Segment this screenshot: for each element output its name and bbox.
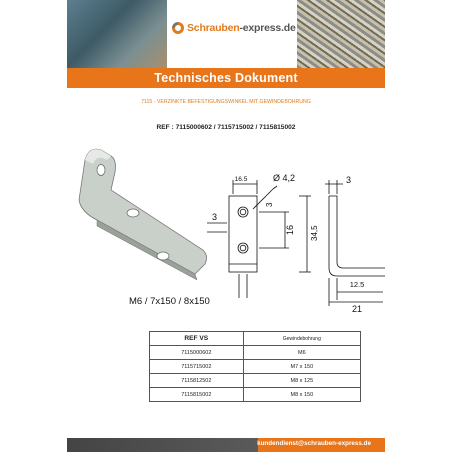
reference-line: REF : 7115000602 / 7115715002 / 7115815002	[156, 124, 296, 131]
footer-bar	[67, 438, 385, 452]
table-row	[150, 346, 361, 360]
dim-hole-spacing: 16	[285, 224, 295, 235]
column-header-thread: Gewindebohrung	[243, 332, 360, 346]
reference-table	[149, 331, 361, 402]
table-row	[150, 374, 361, 388]
cell-ref: 7115715002	[150, 360, 244, 374]
cell-thread: M8 x 150	[243, 388, 360, 402]
cell-thread: M7 x 150	[243, 360, 360, 374]
table-row	[150, 360, 361, 374]
cell-ref: 7115000602	[150, 346, 244, 360]
document-page	[67, 0, 385, 452]
model-label: M6 / 7x150 / 8x150	[129, 296, 210, 307]
brand-name: Schrauben-express.de	[187, 22, 296, 34]
table-header-row	[150, 332, 361, 346]
header-photo-screws	[297, 0, 385, 68]
cell-thread: M6	[243, 346, 360, 360]
document-title: Technisches Dokument	[67, 68, 385, 88]
column-header-ref: REF VS	[150, 332, 244, 346]
technical-drawing	[67, 140, 385, 315]
table-row	[150, 388, 361, 402]
cell-ref: 7115815002	[150, 388, 244, 402]
cell-ref: 7115812502	[150, 374, 244, 388]
brand-logo	[167, 0, 297, 68]
header-banner	[67, 0, 385, 68]
bracket-illustration	[79, 149, 207, 280]
dim-base-inner: 12.5	[349, 280, 365, 289]
dim-side-thickness: 3	[346, 175, 352, 185]
front-view	[207, 180, 311, 298]
dim-left: 3	[212, 212, 218, 222]
product-subtitle: 7115 - VERZINKTE BEFESTIGUNGSWINKEL MIT GEWINDEBOHRUNG	[141, 99, 311, 105]
header-photo-tools	[67, 0, 167, 68]
dim-height: 34,5	[310, 225, 319, 241]
dim-width: 16.5	[234, 176, 248, 183]
logo-icon	[171, 21, 185, 35]
dim-base: 21	[351, 304, 363, 314]
support-email-link[interactable]: kundendienst@schrauben-express.de	[257, 440, 371, 447]
dim-top-left: 3	[265, 202, 274, 207]
dim-diameter: Ø 4,2	[273, 173, 296, 183]
cell-thread: M8 x 125	[243, 374, 360, 388]
